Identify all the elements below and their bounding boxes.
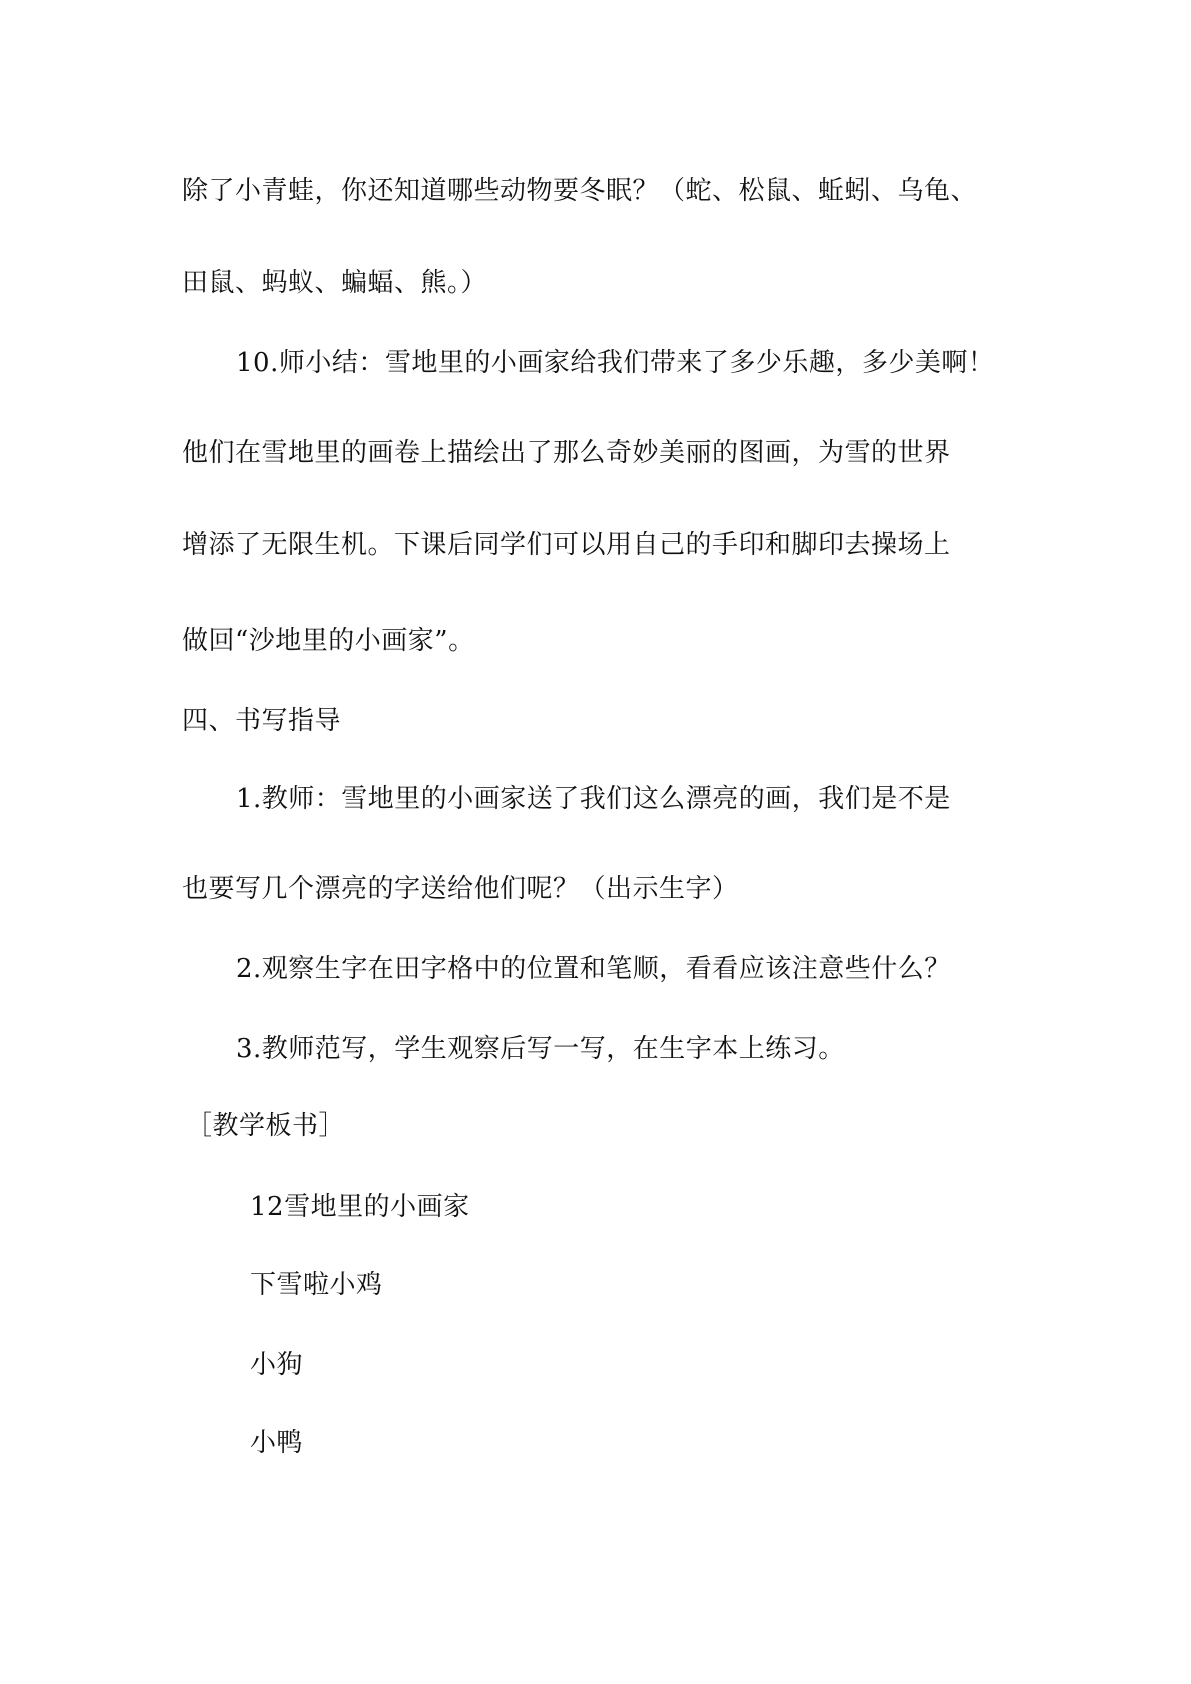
blackboard-item-chick: 下雪啦小鸡 [250, 1270, 383, 1300]
section-heading-writing-guidance: 四、书写指导 [182, 706, 342, 736]
paragraph-line-animal-list-end: 田鼠、蚂蚁、蝙蝠、熊。） [182, 268, 488, 298]
paragraph-line-hibernating-animals: 除了小青蛙，你还知道哪些动物要冬眠？（蛇、松鼠、蚯蚓、乌龟、 [182, 176, 978, 206]
blackboard-item-puppy: 小狗 [250, 1350, 304, 1380]
paragraph-line-teacher-summary: 10.师小结：雪地里的小画家给我们带来了多少乐趣，多少美啊！ [236, 348, 995, 378]
list-item-3: 3.教师范写，学生观察后写一写，在生字本上练习。 [236, 1034, 845, 1064]
paragraph-line-after-class: 增添了无限生机。下课后同学们可以用自己的手印和脚印去操场上 [182, 530, 951, 560]
list-item-1-line-1: 1.教师：雪地里的小画家送了我们这么漂亮的画，我们是不是 [236, 784, 951, 814]
blackboard-title: 12雪地里的小画家 [250, 1192, 470, 1222]
paragraph-line-sand-painter: 做回“沙地里的小画家”。 [182, 626, 475, 656]
blackboard-item-duckling: 小鸭 [250, 1428, 304, 1458]
list-item-1-line-2: 也要写几个漂亮的字送给他们呢？（出示生字） [182, 874, 739, 904]
paragraph-line-summary-continued: 他们在雪地里的画卷上描绘出了那么奇妙美丽的图画，为雪的世界 [182, 438, 951, 468]
section-heading-blackboard: ［教学板书］ [186, 1111, 346, 1141]
list-item-2: 2.观察生字在田字格中的位置和笔顺，看看应该注意些什么？ [236, 954, 951, 984]
